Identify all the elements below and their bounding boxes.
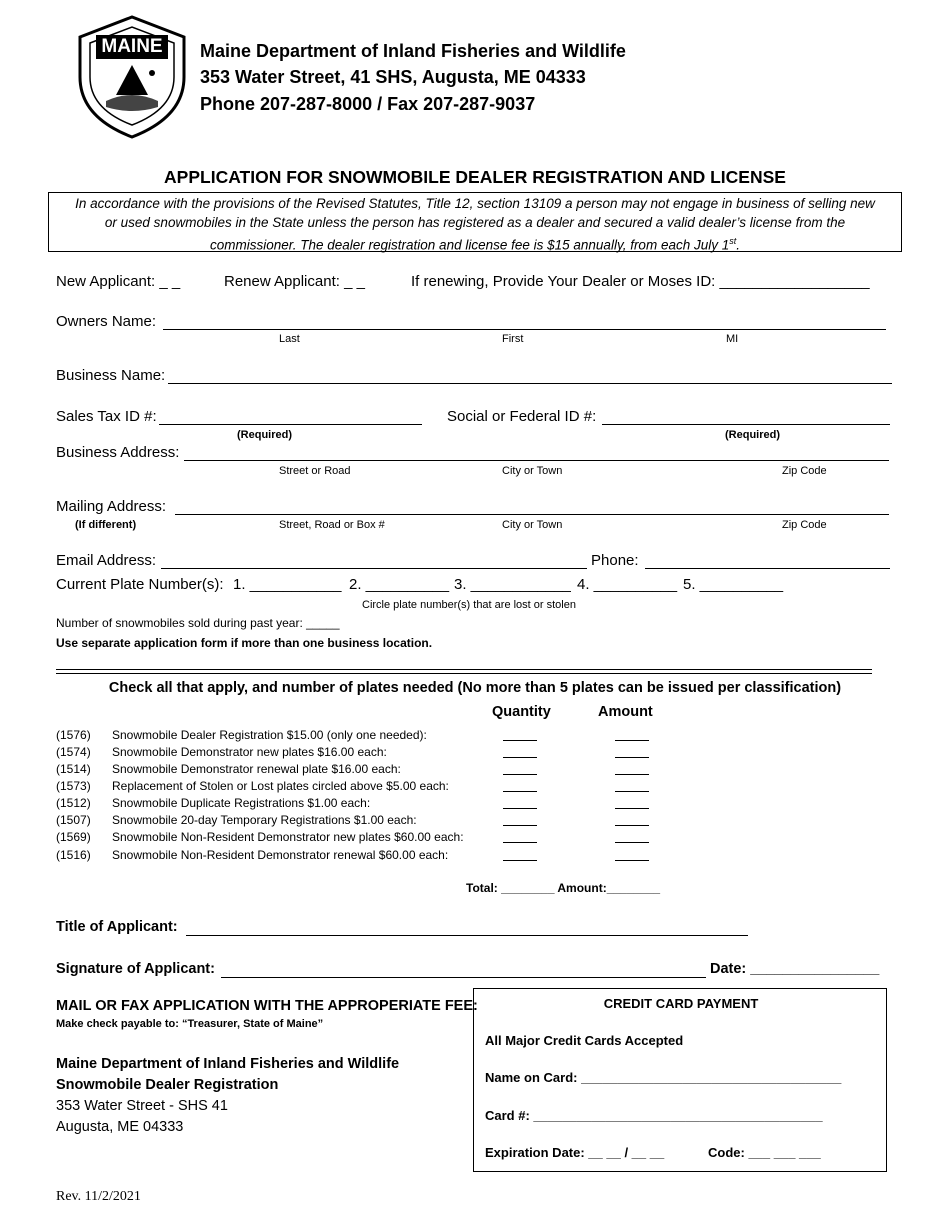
mail-street: 353 Water Street - SHS 41 [56, 1098, 228, 1114]
seal-maine-text: MAINE [101, 36, 163, 57]
credit-card-heading: CREDIT CARD PAYMENT [603, 996, 759, 1011]
new-applicant-field[interactable]: New Applicant: _ _ [56, 273, 181, 290]
amount-input[interactable] [615, 842, 649, 843]
quantity-input[interactable] [503, 791, 537, 792]
mail-org-name: Maine Department of Inland Fisheries and Wildlife [56, 1056, 400, 1072]
last-name-caption: Last [279, 333, 300, 345]
renew-applicant-field[interactable]: Renew Applicant: _ _ [224, 273, 365, 290]
fee-row [56, 744, 656, 761]
fee-row [56, 778, 656, 795]
notice-line-2: or used snowmobiles in the State unless the person has registered as a dealer and secured a valid dealer’s license from the [104, 215, 846, 230]
amount-input[interactable] [615, 808, 649, 809]
card-number-field[interactable]: Card #: ________________________________________ [485, 1108, 823, 1123]
plate-5-field[interactable]: 5. __________ [683, 576, 784, 593]
street-road-caption: Street or Road [279, 465, 351, 477]
business-address-input[interactable] [184, 460, 889, 461]
cards-accepted: All Major Credit Cards Accepted [485, 1033, 684, 1048]
fee-description: Replacement of Stolen or Lost plates circled above $5.00 each: [112, 779, 449, 793]
section-divider [56, 669, 872, 674]
mailing-zip-caption: Zip Code [782, 519, 827, 531]
owners-name-input[interactable] [163, 329, 886, 330]
amount-header: Amount [598, 704, 653, 720]
fee-code: (1574) [56, 745, 91, 759]
mailing-address-label: Mailing Address: [56, 498, 167, 515]
fee-description: Snowmobile Dealer Registration $15.00 (only one needed): [112, 728, 427, 742]
email-label: Email Address: [56, 552, 157, 569]
fee-row [56, 829, 656, 846]
notice-line-3: commissioner. The dealer registration and license fee is $15 annually, from each July 1st. [209, 236, 741, 253]
business-name-label: Business Name: [56, 367, 166, 384]
federal-id-required: (Required) [725, 429, 780, 441]
fee-code: (1573) [56, 779, 91, 793]
agency-phone-fax: Phone 207-287-8000 / Fax 207-287-9037 [200, 94, 536, 114]
quantity-input[interactable] [503, 808, 537, 809]
fee-description: Snowmobile 20-day Temporary Registrations $1.00 each: [112, 813, 417, 827]
mailing-address-input[interactable] [175, 514, 889, 515]
fee-code: (1512) [56, 796, 91, 810]
fee-code: (1516) [56, 848, 91, 862]
phone-input[interactable] [645, 568, 890, 569]
plate-3-field[interactable]: 3. ____________ [454, 576, 571, 593]
quantity-input[interactable] [503, 825, 537, 826]
plate-1-field[interactable]: 1. ___________ [233, 576, 342, 593]
fee-description: Snowmobile Duplicate Registrations $1.00 each: [112, 796, 371, 810]
phone-label: Phone: [591, 552, 639, 569]
quantity-input[interactable] [503, 757, 537, 758]
amount-input[interactable] [615, 774, 649, 775]
mailing-city-caption: City or Town [502, 519, 563, 531]
federal-id-input[interactable] [602, 424, 890, 425]
mail-city: Augusta, ME 04333 [56, 1119, 184, 1135]
owners-name-label: Owners Name: [56, 313, 157, 330]
maine-seal-logo [76, 15, 188, 139]
plates-label: Current Plate Number(s): [56, 576, 224, 593]
street-road-box-caption: Street, Road or Box # [279, 519, 385, 531]
signature-label: Signature of Applicant: [56, 961, 215, 977]
fee-row [56, 761, 656, 778]
plate-2-field[interactable]: 2. __________ [349, 576, 450, 593]
mail-heading: MAIL OR FAX APPLICATION WITH THE APPROPERIATE FEE: [56, 998, 478, 1014]
separate-form-note: Use separate application form if more than one business location. [56, 636, 433, 650]
sales-tax-input[interactable] [159, 424, 422, 425]
if-different-caption: (If different) [75, 519, 137, 531]
middle-initial-caption: MI [726, 333, 739, 345]
mail-org-dept: Snowmobile Dealer Registration [56, 1077, 279, 1093]
fee-description: Snowmobile Non-Resident Demonstrator renewal $60.00 each: [112, 848, 449, 862]
quantity-header: Quantity [492, 704, 551, 720]
fee-code: (1569) [56, 830, 91, 844]
fee-total-line[interactable]: Total: ________ Amount:________ [466, 881, 661, 895]
agency-name: Maine Department of Inland Fisheries and Wildlife [200, 41, 626, 61]
sales-tax-required: (Required) [237, 429, 292, 441]
amount-input[interactable] [615, 825, 649, 826]
agency-address: 353 Water Street, 41 SHS, Augusta, ME 04333 [200, 67, 586, 87]
quantity-input[interactable] [503, 842, 537, 843]
quantity-input[interactable] [503, 740, 537, 741]
revision-date: Rev. 11/2/2021 [56, 1189, 141, 1204]
title-of-applicant-label: Title of Applicant: [56, 919, 178, 935]
city-town-caption: City or Town [502, 465, 563, 477]
sales-tax-label: Sales Tax ID #: [56, 408, 157, 425]
amount-input[interactable] [615, 860, 649, 861]
dealer-moses-id-field[interactable]: If renewing, Provide Your Dealer or Moses ID: __________________ [411, 273, 870, 290]
fee-row [56, 847, 656, 864]
statute-notice [48, 192, 902, 252]
business-name-input[interactable] [168, 383, 892, 384]
fee-code: (1514) [56, 762, 91, 776]
amount-input[interactable] [615, 740, 649, 741]
amount-input[interactable] [615, 757, 649, 758]
fee-row [56, 727, 656, 744]
federal-id-label: Social or Federal ID #: [447, 408, 597, 425]
email-input[interactable] [161, 568, 587, 569]
title-of-applicant-input[interactable] [186, 935, 748, 936]
security-code-field[interactable]: Code: ___ ___ ___ [708, 1145, 821, 1160]
credit-card-box [473, 988, 887, 1172]
fee-row [56, 812, 656, 829]
fee-code: (1507) [56, 813, 91, 827]
notice-line-1: In accordance with the provisions of the Revised Statutes, Title 12, section 13109 a person may not engage in business of selling new [75, 196, 875, 211]
fee-description: Snowmobile Demonstrator renewal plate $16.00 each: [112, 762, 401, 776]
name-on-card-field[interactable]: Name on Card: ____________________________________ [485, 1070, 842, 1085]
amount-input[interactable] [615, 791, 649, 792]
expiration-date-field[interactable]: Expiration Date: __ __ / __ __ [485, 1145, 665, 1160]
zip-code-caption: Zip Code [782, 465, 827, 477]
check-payable-note: Make check payable to: “Treasurer, State of Maine” [56, 1018, 324, 1030]
circle-plates-note: Circle plate number(s) that are lost or stolen [362, 599, 576, 611]
quantity-input[interactable] [503, 860, 537, 861]
fee-description: Snowmobile Demonstrator new plates $16.00 each: [112, 745, 387, 759]
snowmobiles-sold-field[interactable]: Number of snowmobiles sold during past year: _____ [56, 616, 340, 630]
date-field[interactable]: Date: ________________ [710, 961, 880, 977]
fees-heading: Check all that apply, and number of plates needed (No more than 5 plates can be issued per classification) [108, 680, 842, 696]
form-title: APPLICATION FOR SNOWMOBILE DEALER REGISTRATION AND LICENSE [164, 167, 786, 187]
signature-input[interactable] [221, 977, 706, 978]
fee-row [56, 795, 656, 812]
first-name-caption: First [502, 333, 524, 345]
plate-4-field[interactable]: 4. __________ [577, 576, 678, 593]
business-address-label: Business Address: [56, 444, 180, 461]
quantity-input[interactable] [503, 774, 537, 775]
fee-code: (1576) [56, 728, 91, 742]
fee-description: Snowmobile Non-Resident Demonstrator new plates $60.00 each: [112, 830, 464, 844]
